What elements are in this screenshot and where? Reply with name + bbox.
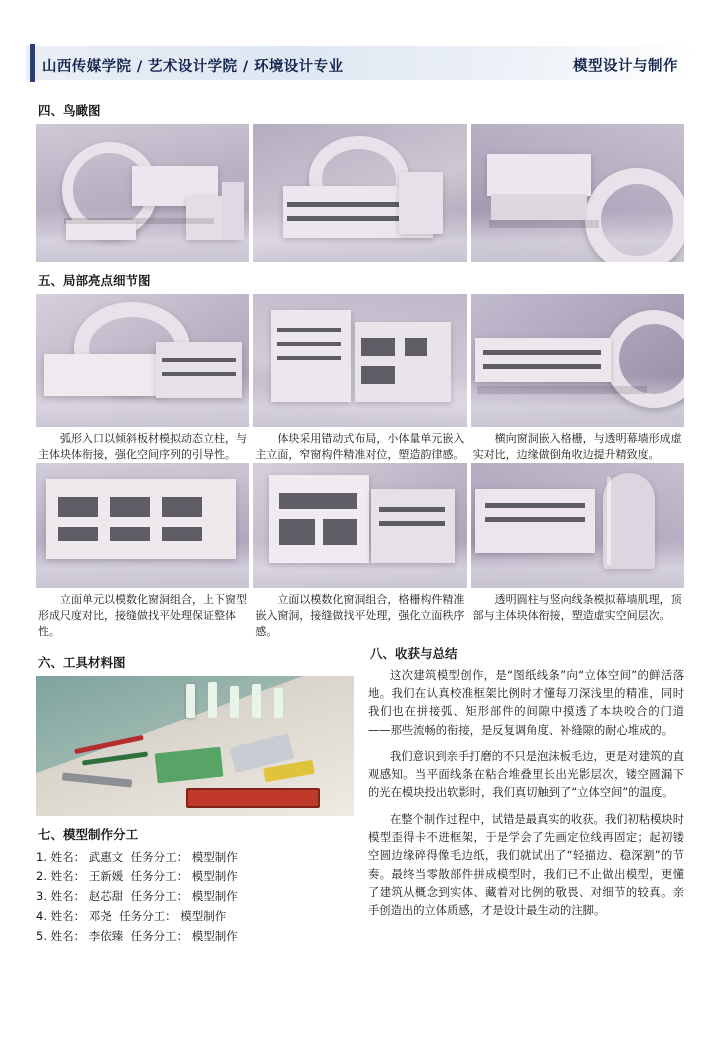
roster-role-label: 任务分工： [130,889,189,904]
roster-name: 邓尧 [88,908,112,923]
roster-name: 赵芯甜 [88,889,124,904]
photo-detail-6 [471,463,684,588]
section-heading-details: 五、局部亮点细节图 [38,273,151,288]
detail-photo-grid-row2 [36,463,684,588]
roster-item [36,848,354,868]
header-left-title: 山西传媒学院 / 艺术设计学院 / 环境设计专业 [42,58,344,75]
section-heading-tools: 六、工具材料图 [38,654,126,670]
summary-paragraph-3: 在整个制作过程中，试错是最真实的收获。我们初粘模块时模型歪得卡不进框架，于是学会了先画定位线再固定；起初镂空圆边缘碎得像毛边纸，我们就试出了“轻描边、稳深割”的节奏。最终当零散部件拼成模型时，我们已不止做出模型，更懂了建筑从概念到实体、藏着对比例的敬畏、对细节的较真。亲手创造出的立体质感，才是设计最生动的注脚。 [368,812,684,918]
photo-detail-3 [471,294,684,427]
roster-name: 李依臻 [88,928,124,943]
detail-caption-row2 [36,592,684,640]
detail-photo-grid-row1 [36,294,684,427]
detail-caption-2: 体块采用错动式布局，小体量单元嵌入主立面，窄窗构件精准对位，塑造韵律感。 [255,432,465,461]
detail-caption-3: 横向窗洞嵌入格栅，与透明幕墙形成虚实对比，边缘做倒角收边提升精致度。 [472,432,682,461]
roster-role-label: 任务分工： [130,869,189,884]
detail-caption-4: 立面单元以模数化窗洞组合，上下窗型形成尺度对比，接缝做找平处理保证整体性。 [38,592,247,638]
roster-name-label: 姓名： [50,928,86,943]
roster-item [36,867,354,887]
photo-birdseye-3 [471,124,684,262]
section-heading-summary: 八、收获与总结 [370,645,458,661]
photo-birdseye-1 [36,124,249,262]
detail-caption-6: 透明圆柱与竖向线条模拟幕墙肌理，顶部与主体块体衔接，塑造虚实空间层次。 [472,592,682,622]
summary-paragraph-1: 这次建筑模型创作，是“图纸线条”向“立体空间”的鲜活落地。我们在认真校准框架比例时才懂每刀深浅里的精准，同时我们也在拼接弧、矩形部件的间隙中摸透了本块咬合的门道——那些流畅的衔接，是反复调角度、补缝隙的耐心堆成的。 [368,668,684,737]
page-header [36,38,684,92]
detail-caption-1: 弧形入口以倾斜板材模拟动态立柱，与主体块体衔接，强化空间序列的引导性。 [38,432,247,461]
roster-index: 3. [36,889,47,904]
roster-role: 模型制作 [180,908,227,923]
roster-index: 4. [36,908,47,923]
roster-index: 2. [36,869,47,884]
photo-detail-5 [253,463,466,588]
roster-item [36,887,354,907]
photo-detail-4 [36,463,249,588]
roster-index: 5. [36,928,47,943]
summary-paragraph-2: 我们意识到亲手打磨的不只是泡沫板毛边，更是对建筑的直观感知。当平面线条在粘合堆叠里长出光影层次，镂空圆漏下的光在模块投出软影时，我们真切触到了“立体空间”的温度。 [368,749,684,800]
roster-list [36,848,354,947]
roster-role: 模型制作 [191,928,238,943]
roster-index: 1. [36,849,47,864]
photo-tools-materials [36,676,354,816]
photo-birdseye-2 [253,124,466,262]
roster-name-label: 姓名： [50,869,86,884]
photo-detail-2 [253,294,466,427]
roster-name-label: 姓名： [50,849,86,864]
section-heading-birdseye: 四、鸟瞰图 [38,103,101,118]
roster-item [36,927,354,947]
roster-block [36,825,354,947]
document-page [0,38,720,1056]
photo-detail-1 [36,294,249,427]
roster-role: 模型制作 [191,889,238,904]
roster-name: 武惠文 [88,849,124,864]
roster-role: 模型制作 [191,869,238,884]
section-heading-roster: 七、模型制作分工 [38,826,139,842]
roster-name-label: 姓名： [50,889,86,904]
header-accent-bar [30,44,35,82]
summary-block [368,644,684,947]
detail-caption-5: 立面以模数化窗洞组合，格栅构件精准嵌入窗洞，接缝做找平处理，强化立面秩序感。 [255,592,465,638]
roster-item [36,907,354,927]
roster-role-label: 任务分工： [130,849,189,864]
roster-name-label: 姓名： [50,908,86,923]
birdseye-photo-grid [36,124,684,262]
bottom-left-column [36,644,354,947]
detail-caption-row1 [36,431,684,463]
roster-role: 模型制作 [191,849,238,864]
roster-role-label: 任务分工： [119,908,177,923]
bottom-area [36,644,684,947]
roster-role-label: 任务分工： [130,928,189,943]
header-right-title: 模型设计与制作 [573,58,678,75]
roster-name: 王新媛 [88,869,124,884]
